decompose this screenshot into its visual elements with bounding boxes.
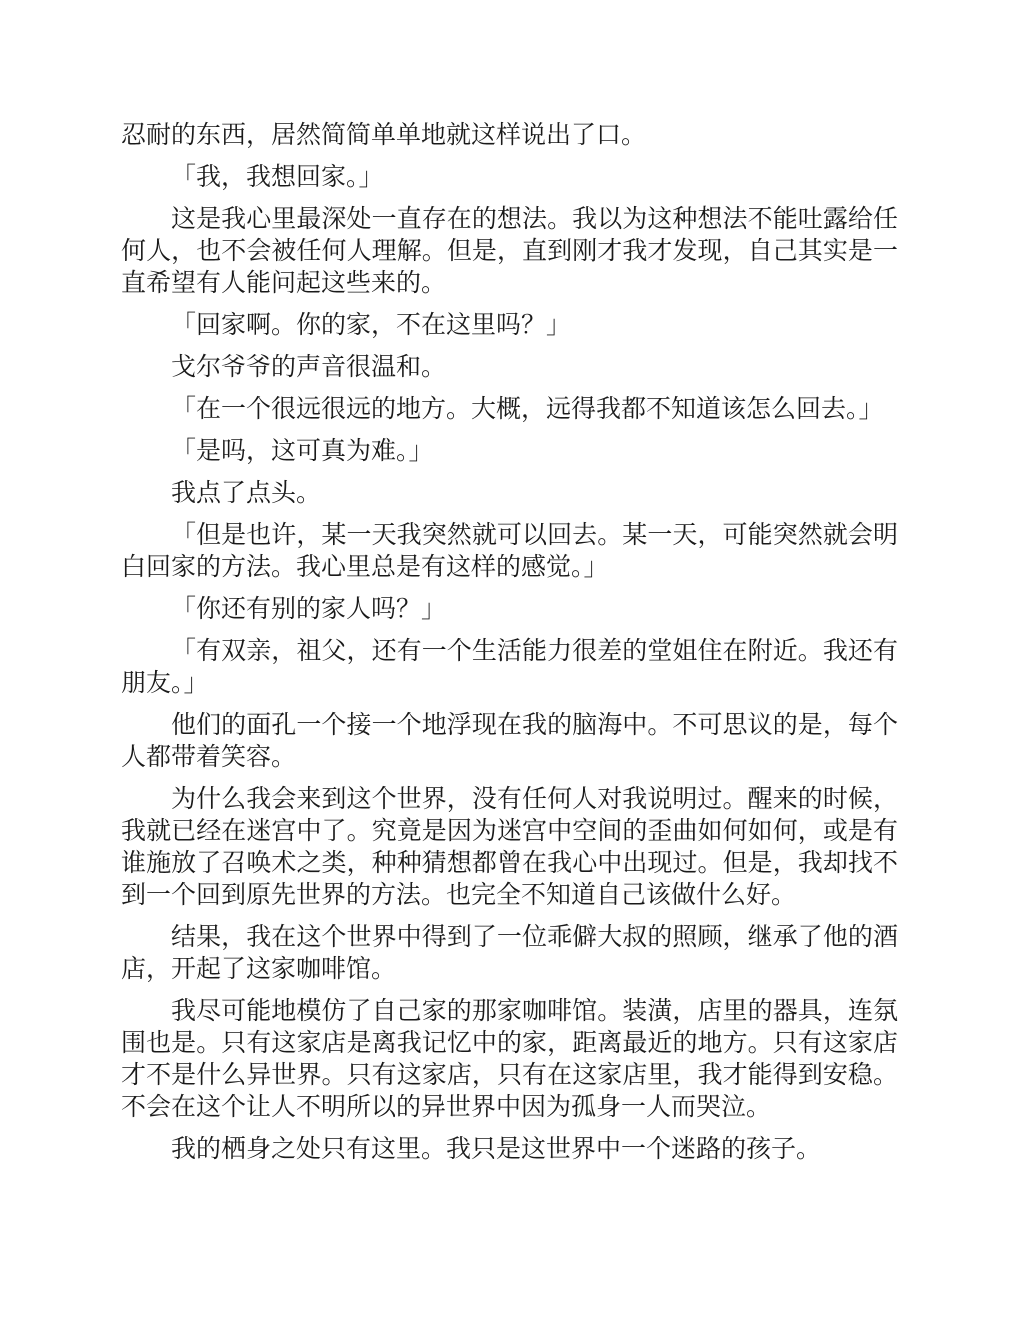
paragraph: 我点了点头。 [171, 480, 322, 507]
paragraph: 这是我心里最深处一直存在的想法。我以为这种想法不能吐露给任何人，也不会被任何人理解。但是，直到刚才我才发现，自己其实是一直希望有人能问起这些来的。 [121, 206, 898, 297]
paragraph: 为什么我会来到这个世界，没有任何人对我说明过。醒来的时候，我就已经在迷宫中了。究竟是因为迷宫中空间的歪曲如何如何，或是有谁施放了召唤术之类，种种猜想都曾在我心中出现过。但是，我却找不到一个回到原先世界的方法。也完全不知道自己该做什么好。 [121, 786, 898, 909]
paragraph: 「你还有别的家人吗？」 [171, 596, 447, 623]
paragraph: 戈尔爷爷的声音很温和。 [171, 354, 447, 381]
paragraph: 「在一个很远很远的地方。大概，远得我都不知道该怎么回去。」 [171, 396, 884, 423]
paragraph: 忍耐的东西，居然简简单单地就这样说出了口。 [121, 122, 647, 149]
paragraph: 结果，我在这个世界中得到了一位乖僻大叔的照顾，继承了他的酒店，开起了这家咖啡馆。 [121, 924, 898, 983]
paragraph: 「但是也许，某一天我突然就可以回去。某一天，可能突然就会明白回家的方法。我心里总是有这样的感觉。」 [121, 522, 898, 581]
paragraph: 「是吗，这可真为难。」 [171, 438, 434, 465]
paragraph: 「有双亲，祖父，还有一个生活能力很差的堂姐住在附近。我还有朋友。」 [121, 638, 898, 697]
paragraph: 我尽可能地模仿了自己家的那家咖啡馆。装潢，店里的器具，连氛围也是。只有这家店是离我记忆中的家，距离最近的地方。只有这家店才不是什么异世界。只有这家店，只有在这家店里，我才能得到安稳。不会在这个让人不明所以的异世界中因为孤身一人而哭泣。 [121, 998, 898, 1121]
book-page-text [121, 120, 898, 1166]
paragraph: 我的栖身之处只有这里。我只是这世界中一个迷路的孩子。 [171, 1136, 822, 1163]
paragraph: 「我，我想回家。」 [171, 164, 384, 191]
paragraph: 他们的面孔一个接一个地浮现在我的脑海中。不可思议的是，每个人都带着笑容。 [121, 712, 898, 771]
paragraph: 「回家啊。你的家，不在这里吗？」 [171, 312, 572, 339]
